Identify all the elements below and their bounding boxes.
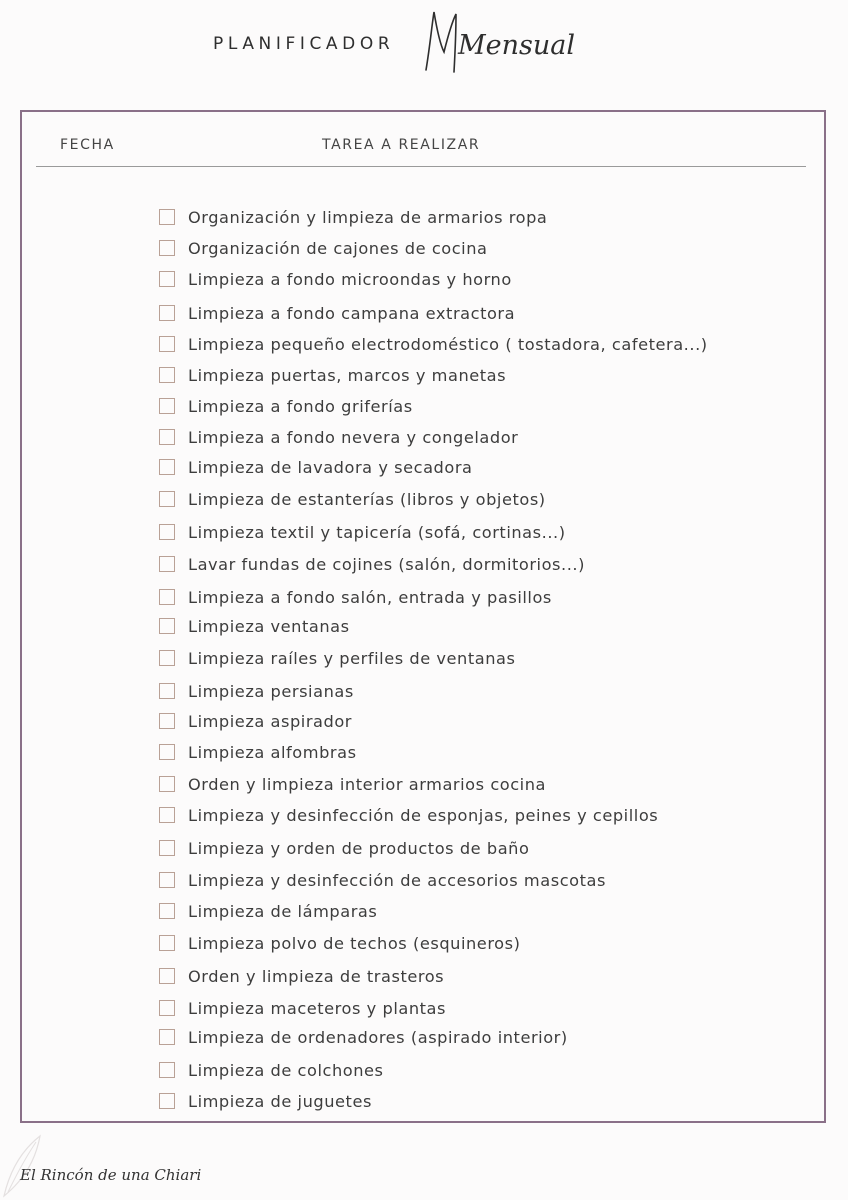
task-item [159,456,473,478]
checkbox[interactable] [159,618,175,634]
checkbox[interactable] [159,429,175,445]
checkbox[interactable] [159,776,175,792]
task-item [159,869,606,891]
checkbox[interactable] [159,271,175,287]
task-label: Limpieza puertas, marcos y manetas [188,365,507,385]
checkbox[interactable] [159,1093,175,1109]
task-item [159,647,516,669]
checkbox[interactable] [159,1062,175,1078]
signature-text: El Rincón de una Chiari [20,1166,202,1184]
task-label: Limpieza a fondo salón, entrada y pasillos [188,587,552,607]
checkbox[interactable] [159,683,175,699]
task-label: Limpieza aspirador [188,711,353,731]
task-item [159,680,354,702]
task-label: Lavar fundas de cojines (salón, dormitorios...) [188,554,585,574]
task-item [159,268,512,290]
task-label: Limpieza y orden de productos de baño [188,838,530,858]
task-item [159,333,708,355]
task-label: Limpieza a fondo campana extractora [188,303,516,323]
task-label: Limpieza a fondo microondas y horno [188,269,512,289]
task-item [159,488,546,510]
task-item [159,615,350,637]
checkbox[interactable] [159,807,175,823]
task-item [159,1026,568,1048]
task-item [159,710,352,732]
task-label: Limpieza polvo de techos (esquineros) [188,933,521,953]
checkbox[interactable] [159,968,175,984]
task-label: Limpieza de lámparas [188,901,378,921]
checkbox[interactable] [159,336,175,352]
checkbox[interactable] [159,713,175,729]
task-label: Limpieza pequeño electrodoméstico ( tostadora, cafetera...) [188,334,708,354]
task-label: Limpieza a fondo griferías [188,396,413,416]
checkbox[interactable] [159,903,175,919]
task-label: Limpieza raíles y perfiles de ventanas [188,648,516,668]
task-item [159,553,585,575]
task-label: Limpieza a fondo nevera y congelador [188,427,519,447]
checkbox[interactable] [159,240,175,256]
checkbox[interactable] [159,935,175,951]
task-label: Limpieza de estanterías (libros y objetos) [188,489,546,509]
checkbox[interactable] [159,524,175,540]
task-label: Limpieza y desinfección de esponjas, peines y cepillos [188,805,659,825]
checkbox[interactable] [159,1029,175,1045]
task-item [159,804,658,826]
task-label: Organización de cajones de cocina [188,238,488,258]
task-label: Limpieza de juguetes [188,1091,372,1111]
task-item [159,586,552,608]
checkbox[interactable] [159,556,175,572]
title-script-text: Mensual [458,30,575,61]
task-label: Orden y limpieza interior armarios cocina [188,774,546,794]
footer-signature [18,1162,218,1188]
column-header-task: TAREA A REALIZAR [322,137,481,153]
task-item [159,426,518,448]
task-label: Limpieza persianas [188,681,354,701]
task-item [159,395,413,417]
task-label: Limpieza ventanas [188,616,350,636]
task-item [159,521,566,543]
task-item [159,997,446,1019]
task-item [159,900,377,922]
task-label: Limpieza de ordenadores (aspirado interior) [188,1027,568,1047]
task-item [159,364,506,386]
task-item [159,302,515,324]
task-label: Limpieza maceteros y plantas [188,998,446,1018]
task-item [159,773,546,795]
task-label: Organización y limpieza de armarios ropa [188,207,548,227]
checkbox[interactable] [159,459,175,475]
checkbox[interactable] [159,209,175,225]
checkbox[interactable] [159,305,175,321]
task-label: Limpieza de lavadora y secadora [188,457,473,477]
task-label: Orden y limpieza de trasteros [188,966,445,986]
task-item [159,837,529,859]
task-item [159,1090,372,1112]
task-label: Limpieza alfombras [188,742,357,762]
checkbox[interactable] [159,650,175,666]
task-label: Limpieza y desinfección de accesorios mascotas [188,870,606,890]
task-item [159,965,444,987]
checkbox[interactable] [159,367,175,383]
task-item [159,237,488,259]
checkbox[interactable] [159,398,175,414]
task-label: Limpieza textil y tapicería (sofá, cortinas...) [188,522,566,542]
task-item [159,741,357,763]
checkbox[interactable] [159,744,175,760]
column-header-date: FECHA [60,137,115,153]
task-item [159,1059,384,1081]
task-item [159,932,520,954]
title-word: PLANIFICADOR [213,34,395,54]
checkbox[interactable] [159,840,175,856]
checkbox[interactable] [159,491,175,507]
task-label: Limpieza de colchones [188,1060,384,1080]
checkbox[interactable] [159,1000,175,1016]
task-item [159,206,547,228]
checkbox[interactable] [159,872,175,888]
checkbox[interactable] [159,589,175,605]
